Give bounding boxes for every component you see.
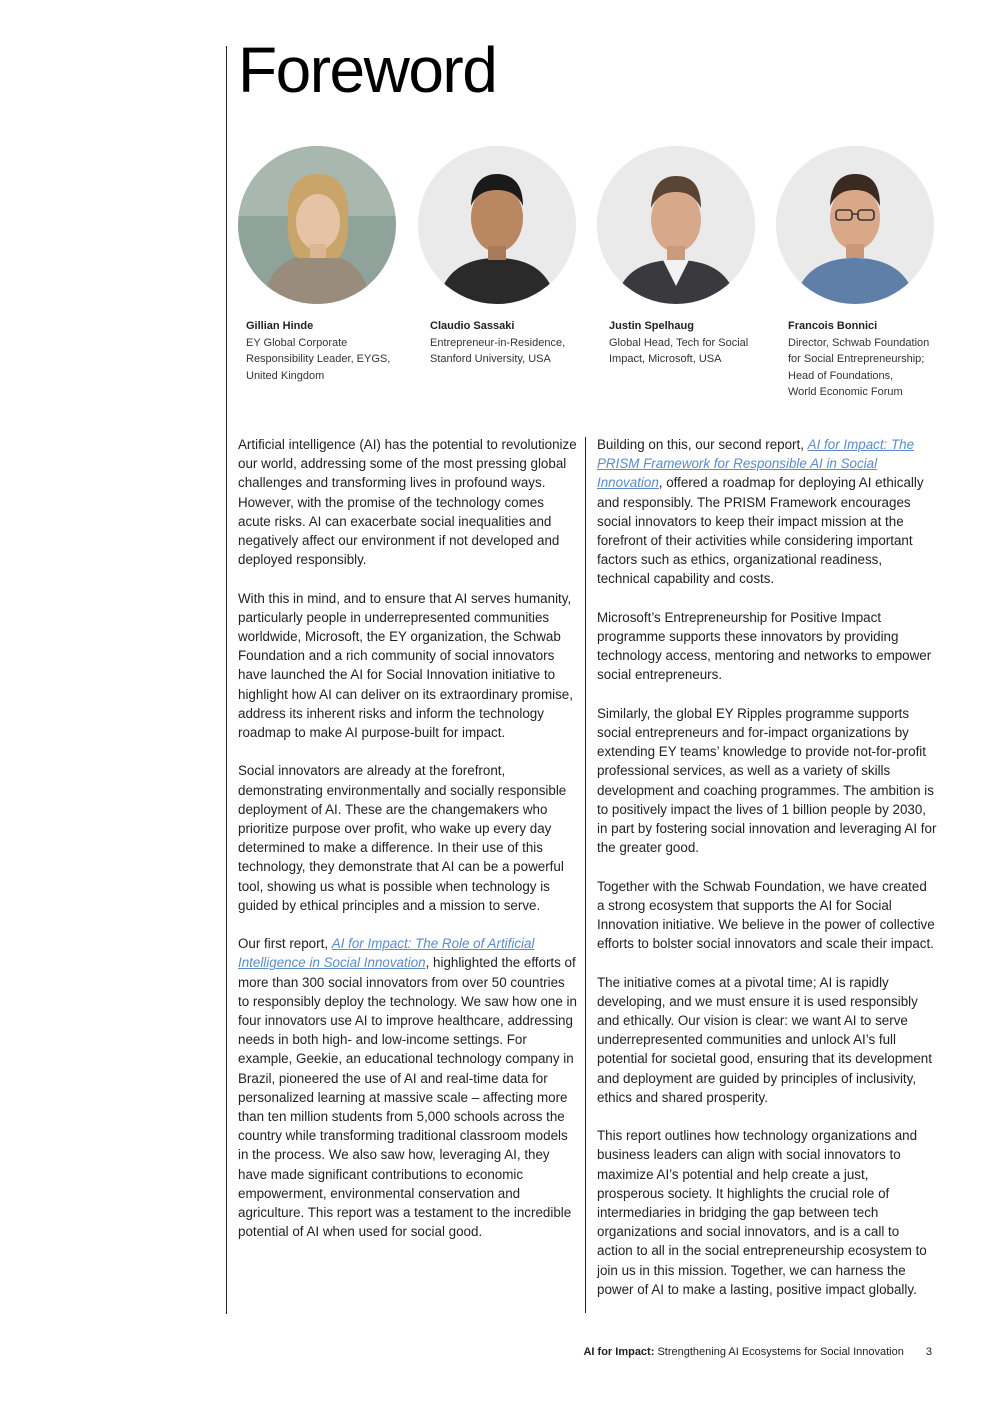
paragraph — [597, 435, 937, 589]
paragraph-text: Our first report, — [238, 936, 332, 952]
portrait-man-icon — [776, 146, 934, 304]
portrait-photo — [418, 146, 576, 304]
paragraph: Microsoft’s Entrepreneurship for Positive Impact programme supports these innovators by providing technology access, mentoring and networks to empower social entrepreneurs. — [597, 609, 932, 683]
body-column-right — [597, 435, 937, 1318]
column-divider — [585, 437, 586, 1313]
person-name: Claudio Sassaki — [430, 320, 515, 332]
portrait-man-icon — [597, 146, 755, 304]
paragraph-text: , offered a roadmap for deploying AI ethically and responsibly. The PRISM Framework encourages social innovators to keep their impact mission at the forefront of their activities while considering important factors such as ethics, organizational readiness, technical capability and costs. — [597, 475, 924, 587]
page-number: 3 — [925, 1346, 932, 1358]
left-vertical-rule — [226, 46, 227, 1314]
paragraph: The initiative comes at a pivotal time; AI is rapidly developing, and we must ensure it is used responsibly and ethically. Our vision is clear: we want AI to serve underrepresented communities and unlock AI’s full potential for societal good, ensuring that its development and deployment are guided by principles of inclusivity, ethics and shared prosperity. — [597, 974, 932, 1105]
paragraph: Together with the Schwab Foundation, we have created a strong ecosystem that supports the AI for Social Innovation initiative. We believe in the power of collective efforts to bolster social innovators and scale their impact. — [597, 878, 935, 952]
person-card-francois-bonnici — [776, 146, 946, 401]
page-footer — [583, 1346, 932, 1358]
paragraph: Social innovators are already at the forefront, demonstrating environmentally and socially responsible deployment of AI. These are the changemakers who prioritize purpose over profit, who wake up every day determined to make a difference. In their use of this technology, they demonstrate that AI can be a powerful tool, showing us what is possible when technology is guided by ethical principles and a mission to serve. — [238, 763, 567, 913]
person-card-claudio-sassaki — [418, 146, 588, 368]
portrait-photo — [776, 146, 934, 304]
person-card-gillian-hinde — [238, 146, 408, 384]
second-report-link[interactable]: AI for Impact: The PRISM Framework for Responsible AI in Social Innovation — [597, 437, 915, 491]
person-role: Global Head, Tech for Social Impact, Microsoft, USA — [609, 336, 749, 365]
person-role: Entrepreneur-in-Residence, Stanford University, USA — [430, 336, 566, 365]
person-name: Justin Spelhaug — [609, 320, 694, 332]
paragraph-text: , highlighted the efforts of more than 300 social innovators from over 50 countries to responsibly deploy the technology. We saw how one in four innovators use AI to improve healthcare, addressing needs in both high- and low-income settings. For example, Geekie, an educational technology company in Brazil, pioneered the use of AI and real-time data for personalized learning at massive scale – affecting more than ten million students from 5,000 schools across the country while transforming traditional classroom models in the process. We also saw how, leveraging AI, they have made significant contributions to economic empowerment, environmental conservation and agriculture. This report was a testament to the incredible potential of AI when used for social good. — [238, 955, 577, 1240]
page-title: Foreword — [238, 34, 497, 106]
portrait-man-icon — [418, 146, 576, 304]
paragraph-text: Building on this, our second report, — [597, 437, 808, 452]
paragraph: This report outlines how technology organizations and business leaders can align with social innovators to maximize AI’s potential and help create a just, prosperous society. It highlights the crucial role of intermediaries in bridging the gap between tech organizations and social innovators, and is a call to action to all in the social entrepreneurship ecosystem to join us in this mission. Together, we can harness the power of AI to make a lasting, positive impact globally. — [597, 1128, 927, 1297]
paragraph: Similarly, the global EY Ripples programme supports social entrepreneurs and for-impact organizations by extending EY teams’ knowledge to provide not-for-profit professional services, as well as a variety of skills development and coaching programmes. The ambition is to positively impact the lives of 1 billion people by 2030, in part by fostering social innovation and leveraging AI for the greater good. — [597, 705, 937, 856]
paragraph: Artificial intelligence (AI) has the potential to revolutionize our world, addressing some of the most pressing global challenges and transforming lives in profound ways. However, with the promise of the technology comes acute risks. AI can exacerbate social inequalities and negatively affect our environment if not developed and deployed responsibly. — [238, 437, 577, 568]
person-card-justin-spelhaug — [597, 146, 767, 368]
person-role: EY Global Corporate Responsibility Leader, EYGS, United Kingdom — [246, 336, 391, 382]
person-role: Director, Schwab Foundation for Social Entrepreneurship; Head of Foundations, World Economic Forum — [788, 336, 930, 398]
footer-report-title-bold: AI for Impact: — [583, 1346, 655, 1358]
footer-report-title: Strengthening AI Ecosystems for Social Innovation — [654, 1346, 904, 1358]
portrait-photo — [238, 146, 396, 304]
paragraph — [238, 934, 578, 1241]
portrait-photo — [597, 146, 755, 304]
portrait-woman-icon — [238, 146, 396, 304]
paragraph: With this in mind, and to ensure that AI serves humanity, particularly people in underrepresented communities worldwide, Microsoft, the EY organization, the Schwab Foundation and a rich community of social innovators have launched the AI for Social Innovation initiative to highlight how AI can deliver on its extraordinary promise, address its inherent risks and inform the technology roadmap to make AI purpose-built for impact. — [238, 590, 573, 741]
body-column-left — [238, 435, 578, 1261]
person-name: Gillian Hinde — [246, 320, 314, 332]
first-report-link[interactable]: AI for Impact: The Role of Artificial Intelligence in Social Innovation — [238, 936, 535, 971]
person-name: Francois Bonnici — [788, 320, 878, 332]
